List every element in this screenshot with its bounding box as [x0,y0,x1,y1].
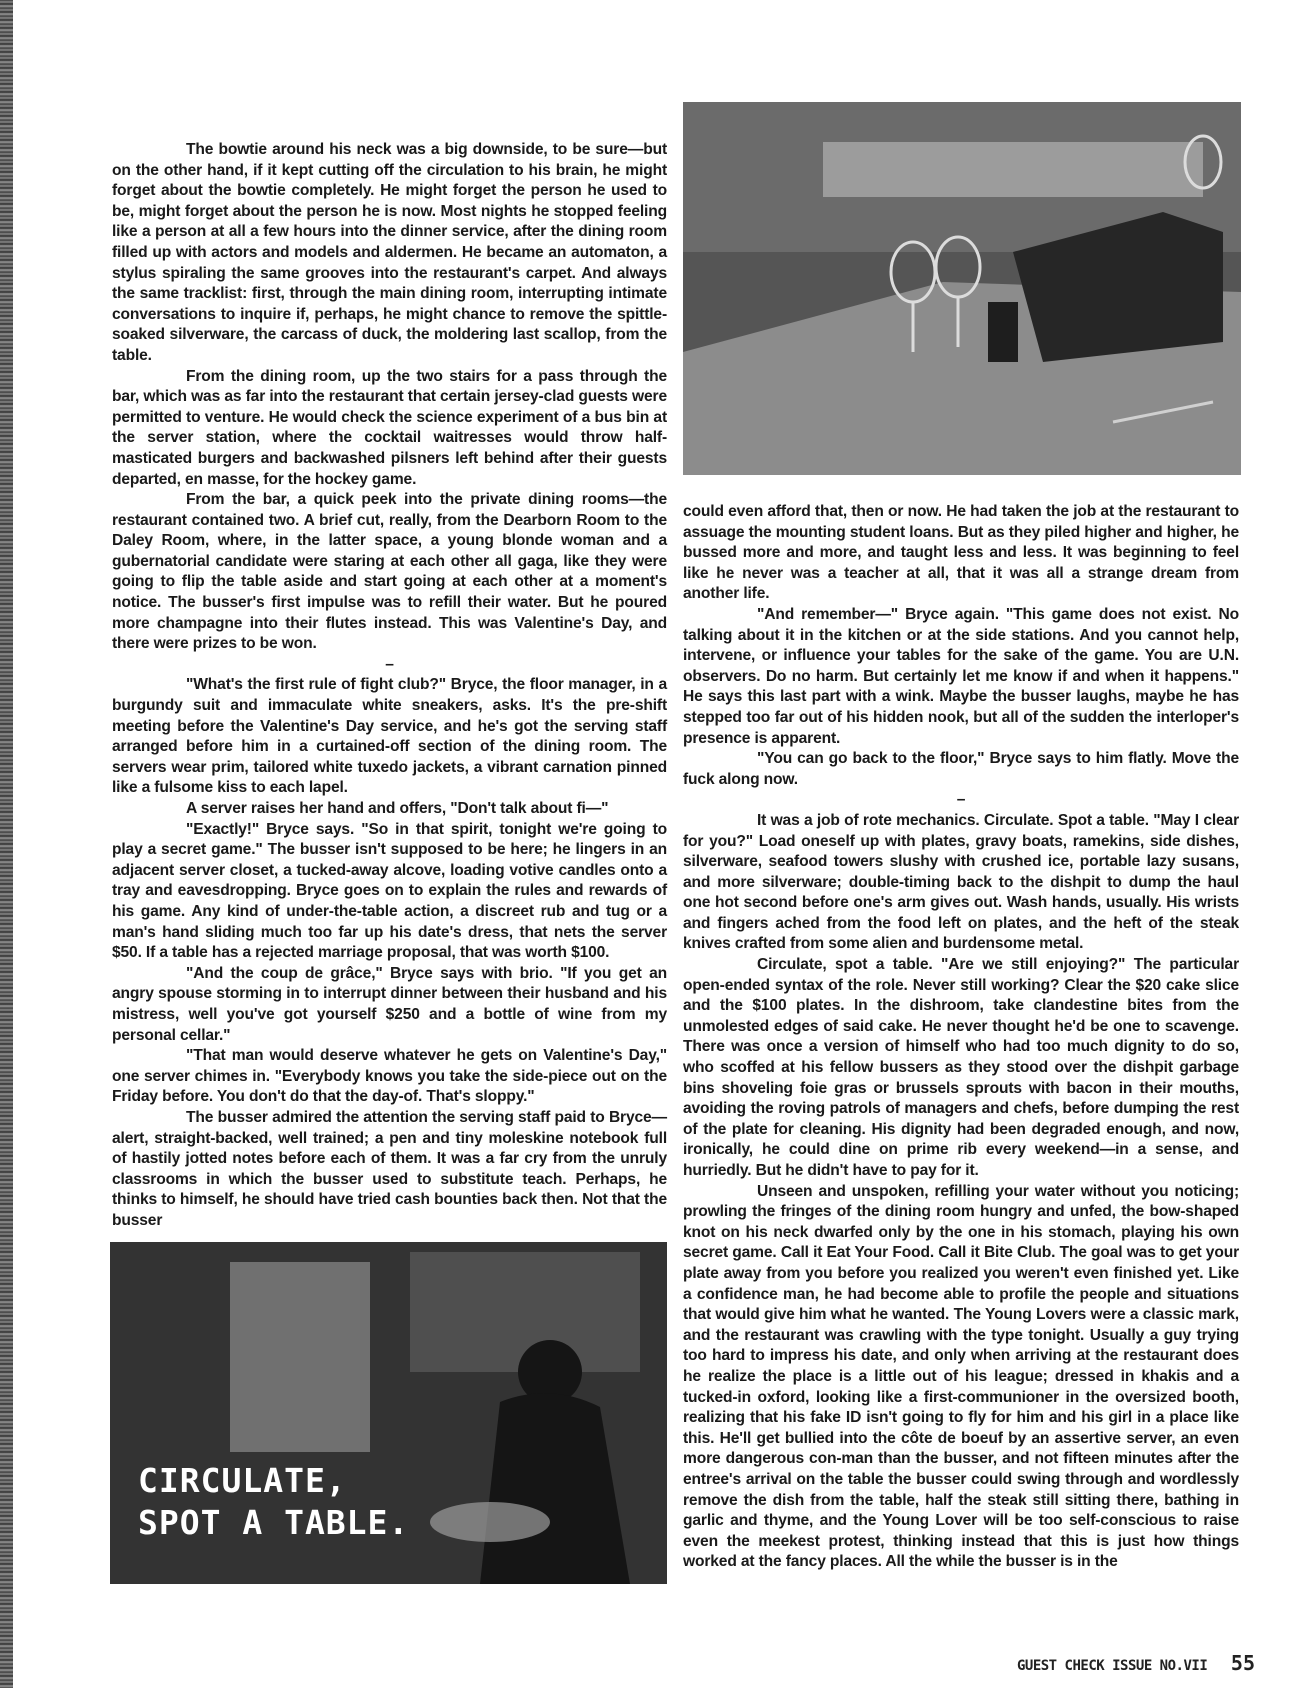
section-separator: – [385,655,394,673]
paragraph: "And remember—" Bryce again. "This game does not exist. No talking about it in the kitchen or at the side stations. And you cannot help, intervene, or influence your tables for the sake of the game. You are U.N. observers. Do no harm. But certainly let me know if and when it happens." He says this last part with a wink. Maybe the busser laughs, maybe he has stepped too far out of his hidden nook, but all of the sudden the interloper's presence is apparent. [683,605,1239,747]
paragraph: "What's the first rule of fight club?" Bryce, the floor manager, in a burgundy suit and immaculate white sneakers, asks. It's the pre-shift meeting before the Valentine's Day service, and he's got the serving staff arranged before him in a curtained-off section of the dining room. The servers wear prim, tailored white tuxedo jackets, a vibrant carnation pinned like a fulsome kiss to each lapel. [112,676,667,797]
page-footer [1017,1651,1255,1675]
photo-caption [138,1460,409,1544]
restaurant-table-illustration [683,102,1241,475]
paragraph: could even afford that, then or now. He had taken the job at the restaurant to assuage the mounting student loans. But as they piled higher and higher, he bussed more and more, and taught less and less. It was beginning to feel like he never was a teacher at all, that it was all a strange dream from another life. [683,503,1239,603]
issue-label: GUEST CHECK ISSUE NO.VII [1016,1658,1208,1674]
caption-line: CIRCULATE, [138,1461,347,1500]
paragraph: The bowtie around his neck was a big downside, to be sure—but on the other hand, if it kept cutting off the circulation to his brain, he might forget about the bowtie completely. He might forget the person he used to be, might forget about the person he is now. Most nights he stopped feeling like a person at all a few hours into the dinner service, after the dining room filled up with actors and models and aldermen. He became an automaton, a stylus spiraling the same grooves into the restaurant's carpet. And always the same tracklist: first, through the main dining room, interrupting intimate conversations to inquire if, perhaps, he might chance to remove the spittle-soaked silverware, the carcass of duck, the moldering last scallop, from the table. [112,141,667,364]
right-text-column [683,502,1239,1573]
paragraph: Unseen and unspoken, refilling your water without you noticing; prowling the fringes of the dining room hungry and unfed, the bow-shaped knot on his neck dwarfed only by the one in his stomach, playing his own secret game. Call it Eat Your Food. Call it Bite Club. The goal was to get your plate away from you before you realized you weren't even finished yet. Like a confidence man, he had become able to profile the people and situations that would give him what he wanted. The Young Lovers were a classic mark, and the restaurant was crawling with the type tonight. Usually a guy trying too hard to impress his date, and only when arriving at the restaurant does he realize the place is a little out of his league; dressed in khakis and a tucked-in oxford, looking like a first-communioner in the oversized booth, realizing that his fake ID isn't going to fly for him and his girl in a place like this. He'll get bullied into the côte de boeuf by an assertive server, an even more dangerous con-man than the busser, and not fifteen minutes after the entree's arrival on the table the busser could swing through and wordlessly remove the dish from the table, half the steak still sitting there, bathing in garlic and thyme, and the Young Lover will be too self-conscious to raise even the meekest protest, thinking instead that this is just how things worked at the fancy places. All the while the busser is in the [683,1182,1239,1571]
paragraph: It was a job of rote mechanics. Circulate. Spot a table. "May I clear for you?" Load oneself up with plates, gravy boats, ramekins, side dishes, silverware, seafood towers slushy with crushed ice, portable lazy susans, and more silverware; double-timing back to the dishpit to dump the haul one hot second before one's arm gives out. Wash hands, usually. His wrists and fingers ached from the food left on plates, and the heft of the steak knives crafted from some alien and burdensome metal. [683,811,1239,953]
caption-line: SPOT A TABLE. [138,1503,410,1542]
section-separator: – [956,791,966,809]
paragraph: From the dining room, up the two stairs for a pass through the bar, which was as far into the restaurant that certain jersey-clad guests were permitted to venture. He would check the science experiment of a bus bin at the server station, where the cocktail waitresses would throw half-masticated burgers and backwashed pilsners left behind after their guests departed, en masse, for the hockey game. [112,367,667,488]
page-number: 55 [1230,1651,1255,1675]
diner-photo [110,1242,667,1584]
left-text-column [112,140,667,1231]
restaurant-table-photo [683,102,1241,475]
paragraph: The busser admired the attention the serving staff paid to Bryce—alert, straight-backed, well trained; a pen and tiny moleskine notebook full of hastily jotted notes before each of them. It was a far cry from the unruly classrooms in which the busser used to substitute teach. Perhaps, he thinks to himself, he should have tried cash bounties back then. Not that the busser [112,1108,667,1229]
paragraph: "And the coup de grâce," Bryce says with brio. "If you get an angry spouse storming in to interrupt dinner between their husband and his mistress, well you've got yourself $250 and a bottle of wine from my personal cellar." [112,964,667,1044]
page-scan-edge [0,0,13,1688]
paragraph: A server raises her hand and offers, "Don't talk about fi—" [186,800,609,817]
paragraph: Circulate, spot a table. "Are we still enjoying?" The particular open-ended syntax of the role. Never still working? Clear the $20 cake slice and the $100 plates. In the dishroom, take clandestine bites from the unmolested edges of said cake. He never thought he'd be one to scavenge. There was once a version of himself who had too much dignity to do so, who scoffed at his fellow bussers as they stood over the dishpit garbage bins shoveling foie gras or brussels sprouts with bacon in their mouths, avoiding the roving patrols of managers and chefs, before dumping the rest of the plate for cleaning. His dignity had been degraded enough, and now, ironically, he could dine on prime rib every weekend—in a sense, and hurriedly. But he didn't have to pay for it. [683,956,1239,1179]
paragraph: "That man would deserve whatever he gets on Valentine's Day," one server chimes in. "Everybody knows you take the side-piece out on the Friday before. You don't do that the day-of. That's sloppy." [112,1047,667,1106]
paragraph: "You can go back to the floor," Bryce says to him flatly. Move the fuck along now. [683,750,1239,788]
paragraph: "Exactly!" Bryce says. "So in that spirit, tonight we're going to play a secret game." The busser isn't supposed to be here; he lingers in an adjacent server closet, a tucked-away alcove, loading votive candles onto a tray and eavesdropping. Bryce goes on to explain the rules and rewards of his game. Any kind of under-the-table action, a discreet rub and tug or a man's hand sliding much too far up his date's dress, that nets the server $50. If a table has a rejected marriage proposal, that was worth $100. [112,820,667,962]
paragraph: From the bar, a quick peek into the private dining rooms—the restaurant contained two. A brief cut, really, from the Dearborn Room to the Daley Room, where, in the latter space, a young blonde woman and a gubernatorial candidate were staring at each other all gaga, like they were going to flip the table aside and start going at each other at a moment's notice. The busser's first impulse was to refill their water. But he poured more champagne into their flutes instead. This was Valentine's Day, and there were prizes to be won. [112,491,667,653]
